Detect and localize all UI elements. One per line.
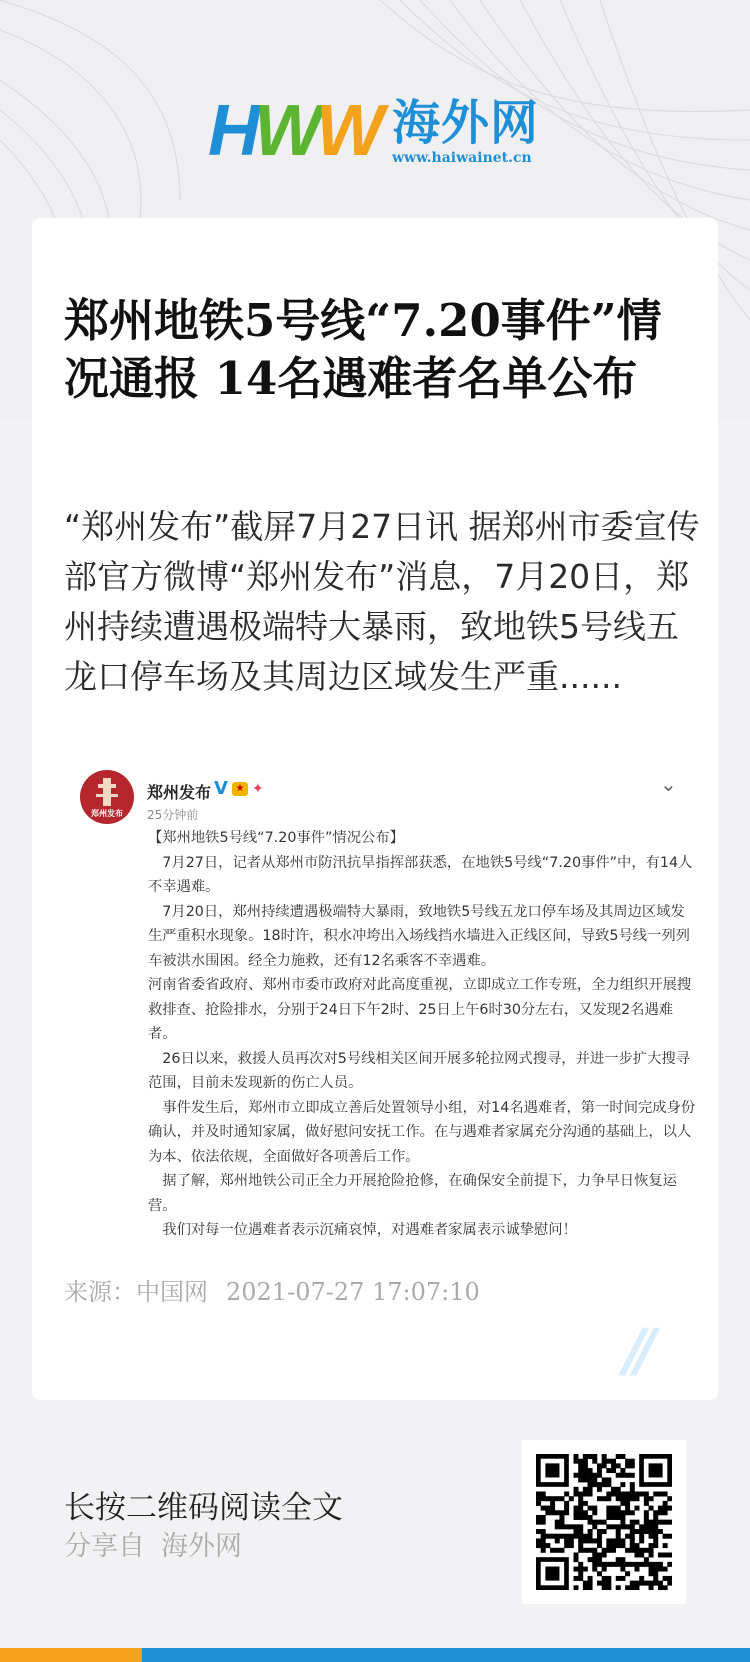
chevron-down-icon: ⌄ bbox=[660, 772, 677, 796]
publish-datetime: 2021-07-27 17:07:10 bbox=[226, 1278, 480, 1306]
share-label: 分享自 bbox=[64, 1531, 145, 1562]
site-logo[interactable] bbox=[208, 91, 539, 171]
weibo-paragraph: 我们对每一位遇难者表示沉痛哀悼，对遇难者家属表示诚挚慰问！ bbox=[148, 1222, 577, 1238]
avatar bbox=[80, 770, 134, 824]
verified-icon: V bbox=[214, 778, 228, 799]
weibo-paragraph: 7月20日，郑州持续遭遇极端特大暴雨，致地铁5号线五龙口停车场及其周边区域发生严重积水现象。18时许，积水冲垮出入场线挡水墙进入正线区间，导致5号线一列列车被洪水围困。经全力施救，还有12名乘客不幸遇难。 bbox=[148, 903, 690, 969]
share-site-name: 海外网 bbox=[161, 1531, 242, 1562]
weibo-paragraph: 26日以来，救援人员再次对5号线相关区间开展多轮拉网式搜寻，并进一步扩大搜寻范围，目前未发现新的伤亡人员。 bbox=[148, 1050, 690, 1091]
member-badge-icon: ★ bbox=[232, 782, 248, 796]
logo-hww-mark bbox=[208, 91, 378, 171]
qr-code[interactable] bbox=[522, 1440, 686, 1604]
candy-badge-icon: ✦ bbox=[251, 780, 264, 797]
article-source bbox=[64, 1272, 498, 1307]
logo-site-url: www.haiwainet.cn bbox=[391, 150, 532, 166]
logo-site-name: 海外网 bbox=[391, 95, 539, 151]
logo-letter-w1: W bbox=[254, 91, 316, 171]
qr-code-graphic bbox=[536, 1454, 672, 1590]
weibo-paragraph: 【郑州地铁5号线“7.20事件”情况公布】 bbox=[148, 830, 404, 846]
article-title: 郑州地铁5号线“7.20事件”情况通报 14名遇难者名单公布 bbox=[64, 294, 662, 405]
weibo-account-name: 郑州发布 bbox=[147, 783, 212, 802]
weibo-paragraph: 河南省委省政府、郑州市委市政府对此高度重视，立即成立工作专班，全力组织开展搜救排查、抢险排水，分别于24日下午2时、25日上午6时30分左右，又发现2名遇难者。 bbox=[148, 977, 692, 1042]
avatar-tower-graphic bbox=[103, 778, 111, 806]
weibo-paragraph: 事件发生后，郑州市立即成立善后处置领导小组，对14名遇难者，第一时间完成身份确认，并及时通知家属，做好慰问安抚工作。在与遇难者家属充分沟通的基础上，以人为本、依法依规，全面做好各项善后工作。 bbox=[148, 1099, 696, 1165]
article-summary[interactable]: “郑州发布”截屏7月27日讯 据郑州市委宣传部官方微博“郑州发布”消息，7月20日，郑州持续遭遇极端特大暴雨，致地铁5号线五龙口停车场及其周边区域发生严重...... bbox=[64, 507, 700, 696]
avatar-label: 郑州发布 bbox=[91, 809, 123, 818]
logo-letter-w2: W bbox=[315, 91, 378, 171]
bottom-accent-bar bbox=[0, 1648, 750, 1662]
weibo-post-time: 25分钟前 bbox=[147, 808, 199, 822]
weibo-paragraph: 据了解，郑州地铁公司正全力开展抢险抢修，在确保安全前提下，力争早日恢复运营。 bbox=[148, 1173, 677, 1214]
share-source bbox=[64, 1524, 258, 1563]
source-label: 来源：中国网 bbox=[64, 1278, 208, 1306]
weibo-post-body bbox=[148, 826, 696, 1243]
weibo-badges bbox=[214, 778, 268, 799]
weibo-paragraph: 7月27日，记者从郑州市防汛抗旱指挥部获悉，在地铁5号线“7.20事件”中，有14人不幸遇难。 bbox=[148, 854, 693, 895]
decorative-slash-icon: // bbox=[624, 1316, 647, 1384]
read-full-prompt: 长按二维码阅读全文 bbox=[64, 1490, 343, 1526]
logo-letter-h: H bbox=[208, 91, 254, 171]
logo-text bbox=[392, 96, 539, 166]
